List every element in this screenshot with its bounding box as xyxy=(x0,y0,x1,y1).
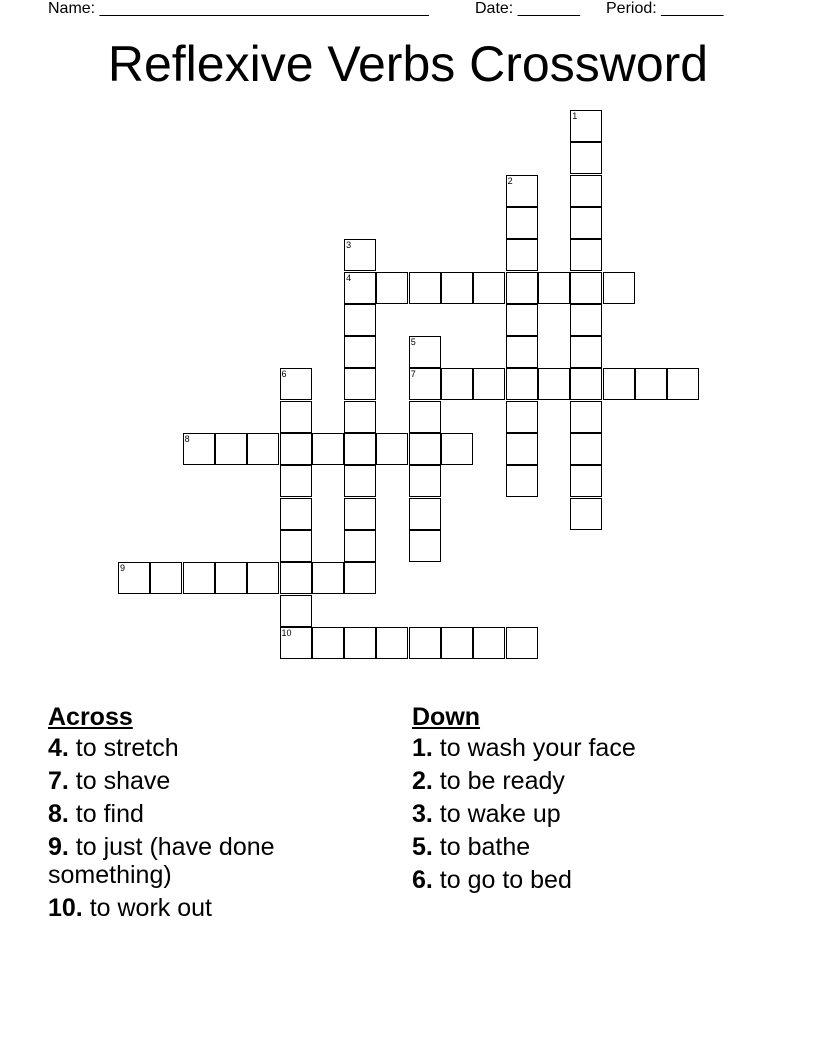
grid-cell[interactable] xyxy=(280,530,312,562)
grid-cell[interactable] xyxy=(570,239,602,271)
clue-number: 9. xyxy=(48,833,69,861)
clue-number: 10. xyxy=(48,894,83,922)
grid-cell[interactable] xyxy=(280,465,312,497)
clue-number-label: 6 xyxy=(281,369,287,380)
clue-text: to be ready xyxy=(432,767,565,795)
grid-cell[interactable] xyxy=(667,368,699,400)
grid-cell[interactable] xyxy=(441,368,473,400)
grid-cell[interactable] xyxy=(570,272,602,304)
grid-cell[interactable] xyxy=(506,627,538,659)
grid-cell[interactable] xyxy=(506,368,538,400)
grid-cell[interactable] xyxy=(376,627,408,659)
grid-cell[interactable] xyxy=(409,336,441,368)
grid-cell[interactable] xyxy=(344,304,376,336)
grid-cell[interactable] xyxy=(344,433,376,465)
clue-number: 2. xyxy=(412,767,433,795)
grid-cell[interactable] xyxy=(570,498,602,530)
grid-cell[interactable] xyxy=(570,304,602,336)
grid-cell[interactable] xyxy=(247,433,279,465)
grid-cell[interactable] xyxy=(376,433,408,465)
grid-cell[interactable] xyxy=(506,304,538,336)
clue-number-label: 3 xyxy=(346,240,352,251)
clue-number-label: 4 xyxy=(346,272,352,283)
grid-cell[interactable] xyxy=(506,239,538,271)
grid-cell[interactable] xyxy=(150,562,182,594)
grid-cell[interactable] xyxy=(635,368,667,400)
grid-cell[interactable] xyxy=(247,562,279,594)
grid-cell[interactable] xyxy=(473,627,505,659)
clue-number: 8. xyxy=(48,800,69,828)
clue-number-label: 1 xyxy=(572,111,578,121)
clue-text: to bathe xyxy=(432,833,531,861)
grid-cell[interactable] xyxy=(118,562,150,594)
grid-cell[interactable] xyxy=(506,207,538,239)
period-field[interactable]: Period: _______ xyxy=(606,0,724,17)
clue-number: 7. xyxy=(48,767,69,795)
across-clues xyxy=(48,702,368,927)
clue-text: to wake up xyxy=(432,800,561,828)
grid-cell[interactable] xyxy=(409,401,441,433)
clue-text: to wash your face xyxy=(432,734,636,762)
grid-cell[interactable] xyxy=(570,142,602,174)
grid-cell[interactable] xyxy=(344,530,376,562)
grid-cell[interactable] xyxy=(280,498,312,530)
grid-cell[interactable] xyxy=(570,401,602,433)
grid-cell[interactable] xyxy=(280,401,312,433)
clue-across-4 xyxy=(48,734,368,762)
clue-number-label: 5 xyxy=(410,337,416,348)
grid-cell[interactable] xyxy=(215,433,247,465)
grid-cell[interactable] xyxy=(344,562,376,594)
clue-across-7 xyxy=(48,767,368,795)
grid-cell[interactable] xyxy=(409,465,441,497)
grid-cell[interactable] xyxy=(409,530,441,562)
grid-cell[interactable] xyxy=(409,498,441,530)
clue-number-label: 7 xyxy=(410,369,416,380)
grid-cell[interactable] xyxy=(570,465,602,497)
grid-cell[interactable] xyxy=(506,401,538,433)
grid-cell[interactable] xyxy=(570,433,602,465)
grid-cell[interactable] xyxy=(441,433,473,465)
grid-cell[interactable] xyxy=(506,433,538,465)
grid-cell[interactable] xyxy=(506,465,538,497)
grid-cell[interactable] xyxy=(538,368,570,400)
clue-down-6 xyxy=(412,866,732,894)
grid-cell[interactable] xyxy=(312,627,344,659)
clue-number: 5. xyxy=(412,833,433,861)
down-clues xyxy=(412,702,732,899)
grid-cell[interactable] xyxy=(473,272,505,304)
name-field[interactable]: Name: _____________________________________ xyxy=(48,0,429,17)
grid-cell[interactable] xyxy=(409,368,441,400)
grid-cell[interactable] xyxy=(506,175,538,207)
clue-number-label: 2 xyxy=(507,175,513,186)
clue-across-10 xyxy=(48,894,368,922)
grid-cell[interactable] xyxy=(344,272,376,304)
grid-cell[interactable] xyxy=(344,465,376,497)
grid-cell[interactable] xyxy=(376,272,408,304)
grid-cell[interactable] xyxy=(603,368,635,400)
grid-cell[interactable] xyxy=(570,110,602,142)
grid-cell[interactable] xyxy=(473,368,505,400)
clue-number: 4. xyxy=(48,734,69,762)
grid-cell[interactable] xyxy=(570,368,602,400)
clue-number: 6. xyxy=(412,866,433,894)
clue-across-9 xyxy=(48,833,368,889)
grid-cell[interactable] xyxy=(183,562,215,594)
grid-cell[interactable] xyxy=(344,239,376,271)
clue-number-label: 9 xyxy=(120,563,126,574)
clue-down-2 xyxy=(412,767,732,795)
grid-cell[interactable] xyxy=(280,595,312,627)
grid-cell[interactable] xyxy=(506,272,538,304)
grid-cell[interactable] xyxy=(344,336,376,368)
grid-cell[interactable] xyxy=(344,498,376,530)
clue-number-label: 10 xyxy=(281,627,292,638)
clue-across-8 xyxy=(48,800,368,828)
clue-down-5 xyxy=(412,833,732,861)
grid-cell[interactable] xyxy=(570,336,602,368)
grid-cell[interactable] xyxy=(344,368,376,400)
down-heading: Down xyxy=(412,703,481,731)
page-title: Reflexive Verbs Crossword xyxy=(107,36,709,92)
grid-cell[interactable] xyxy=(506,336,538,368)
clue-text: to find xyxy=(68,800,144,828)
grid-cell[interactable] xyxy=(183,433,215,465)
grid-cell[interactable] xyxy=(409,433,441,465)
grid-cell[interactable] xyxy=(409,272,441,304)
grid-cell[interactable] xyxy=(441,627,473,659)
grid-cell[interactable] xyxy=(280,368,312,400)
grid-cell[interactable] xyxy=(603,272,635,304)
clue-text: to shave xyxy=(68,767,171,795)
clue-text: to just (have done something) xyxy=(48,833,275,889)
clue-number-label: 8 xyxy=(184,434,190,444)
grid-cell[interactable] xyxy=(570,175,602,207)
clue-down-3 xyxy=(412,800,732,828)
grid-cell[interactable] xyxy=(344,401,376,433)
grid-cell[interactable] xyxy=(538,272,570,304)
grid-cell[interactable] xyxy=(215,562,247,594)
clue-text: to work out xyxy=(82,894,212,922)
clue-down-1 xyxy=(412,734,732,762)
grid-cell[interactable] xyxy=(280,562,312,594)
grid-cell[interactable] xyxy=(441,272,473,304)
clue-number: 3. xyxy=(412,800,433,828)
grid-cell[interactable] xyxy=(280,433,312,465)
clue-number: 1. xyxy=(412,734,433,762)
clue-text: to stretch xyxy=(68,734,179,762)
grid-cell[interactable] xyxy=(409,627,441,659)
across-heading: Across xyxy=(48,703,133,731)
grid-cell[interactable] xyxy=(312,433,344,465)
grid-cell[interactable] xyxy=(312,562,344,594)
grid-cell[interactable] xyxy=(280,627,312,659)
clue-text: to go to bed xyxy=(432,866,572,894)
grid-cell[interactable] xyxy=(570,207,602,239)
grid-cell[interactable] xyxy=(344,627,376,659)
date-field[interactable]: Date: _______ xyxy=(475,0,580,17)
